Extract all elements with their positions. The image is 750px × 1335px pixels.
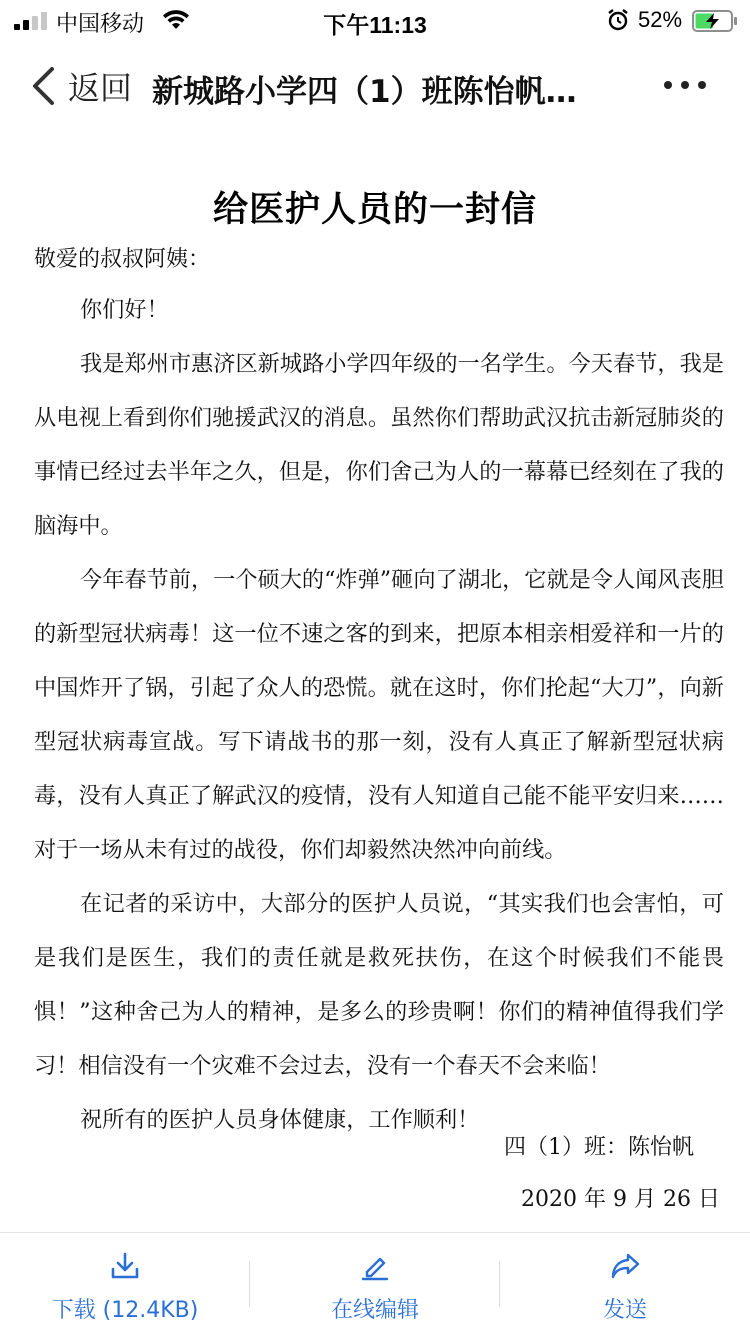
edit-pencil-icon	[360, 1251, 390, 1281]
send-label: 发送	[602, 1298, 647, 1323]
salutation: 敬爱的叔叔阿姨：	[34, 247, 211, 272]
signature: 四（1）班：陈怡帆	[504, 1135, 694, 1160]
battery-percent: 52%	[638, 7, 683, 32]
letter-date: 2020 年 9 月 26 日	[521, 1187, 720, 1212]
paragraph-interview: 在记者的采访中，大部分的医护人员说，“其实我们也会害怕，可是我们是医生，我们的责任就是救死扶伤，在这个时候我们不能畏惧！”这种舍己为人的精神，是多么的珍贵啊！你们的精神值得我们学习！相信没有一个灾难不会过去，没有一个春天不会来临！	[34, 891, 724, 1079]
paragraph-greeting: 你们好！	[80, 297, 169, 323]
bottom-toolbar	[0, 1232, 750, 1334]
share-icon	[610, 1251, 640, 1281]
online-edit-label: 在线编辑	[330, 1298, 419, 1323]
download-label: 下载 (12.4KB)	[51, 1298, 199, 1323]
status-bar	[0, 0, 750, 40]
clock: 下午11:13	[323, 12, 427, 38]
battery-charging-icon	[692, 10, 738, 32]
document-title: 给医护人员的一封信	[212, 189, 537, 230]
paragraph-outbreak: 今年春节前，一个硕大的“炸弹”砸向了湖北，它就是令人闻风丧胆的新型冠状病毒！这一位不速之客的到来，把原本相亲相爱祥和一片的中国炸开了锅，引起了众人的恐慌。就在这时，你们抡起“大刀”，向新型冠状病毒宣战。写下请战书的那一刻，没有人真正了解新型冠状病毒，没有人真正了解武汉的疫情，没有人知道自己能不能平安归来……对于一场从未有过的战役，你们却毅然决然冲向前线。	[34, 567, 724, 863]
download-button[interactable]	[0, 1233, 250, 1335]
online-edit-button[interactable]	[250, 1233, 500, 1335]
back-button[interactable]	[30, 64, 132, 108]
download-icon	[110, 1251, 140, 1281]
navigation-bar	[0, 40, 750, 130]
back-label: 返回	[68, 69, 133, 107]
document-view[interactable]	[0, 130, 750, 1230]
chevron-left-icon	[30, 66, 56, 106]
carrier-name: 中国移动	[56, 11, 145, 36]
paragraph-wishes: 祝所有的医护人员身体健康，工作顺利！	[80, 1107, 480, 1133]
send-button[interactable]	[500, 1233, 750, 1335]
alarm-icon	[606, 8, 630, 32]
page-title: 新城路小学四（1）班陈怡帆…	[152, 74, 577, 110]
paragraph-intro: 我是郑州市惠济区新城路小学四年级的一名学生。今天春节，我是从电视上看到你们驰援武汉的消息。虽然你们帮助武汉抗击新冠肺炎的事情已经过去半年之久，但是，你们舍己为人的一幕幕已经刻在了我的脑海中。	[34, 351, 724, 539]
more-icon[interactable]	[660, 70, 710, 100]
